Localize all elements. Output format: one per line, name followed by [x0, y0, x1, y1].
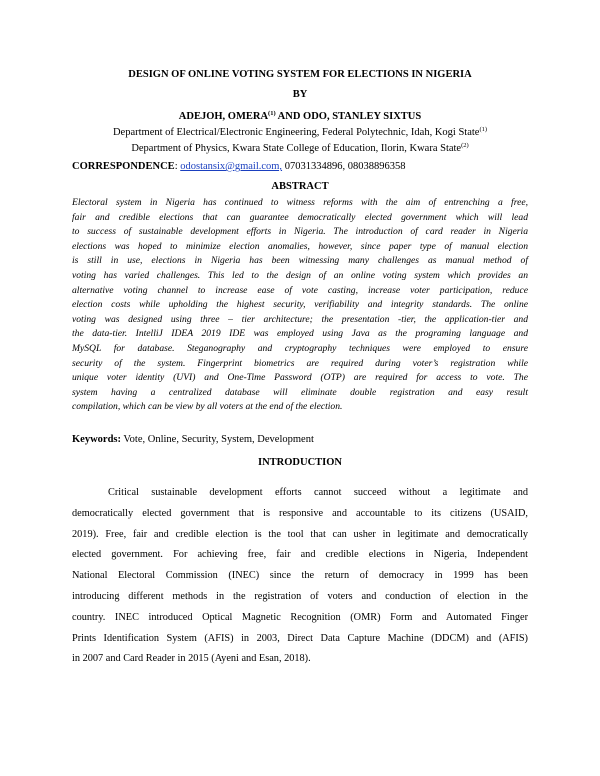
- introduction-heading: INTRODUCTION: [257, 457, 342, 468]
- affiliation-1-mark: (1): [479, 126, 488, 133]
- abstract-line: to success of sustainable development efforts in Nigeria. The introduction of card reader in Nigeria: [72, 226, 528, 238]
- abstract-line: voting has varied challenges. This led to the design of an online voting system which provides an: [72, 269, 528, 281]
- author-1-mark: (1): [268, 110, 276, 117]
- introduction-line: in 2007 and Card Reader in 2015 (Ayeni and Esan, 2018).: [72, 653, 311, 665]
- abstract-line: MySQL for database. Steganography and cryptography techniques were employed to ensure: [72, 342, 528, 354]
- abstract-line: unique voter identity (UVI) and One-Time Password (OTP) are required for access to vote. The: [72, 372, 528, 384]
- author-1: ADEJOH, OMERA: [178, 111, 269, 122]
- abstract-line: system having a centralized database will eliminate double registration and easy result: [72, 386, 528, 398]
- introduction-body: [72, 483, 528, 670]
- abstract-line: alternative voting channel to increase ease of vote casting, increase voter participation, reduce: [72, 284, 528, 296]
- correspondence-email-link[interactable]: odostansix@gmail.com,: [180, 161, 283, 172]
- introduction-line: democratically elected government that is responsive and accountable to its citizens (USAID,: [72, 507, 528, 519]
- abstract-line: the data-tier. IntelliJ IDEA 2019 IDE was employed using Java as the programing language and: [72, 328, 528, 340]
- abstract-line: voting was designed using three – tier architecture; the presentation -tier, the application-tier and: [72, 313, 528, 325]
- author-2: AND ODO, STANLEY SIXTUS: [275, 111, 422, 122]
- authors-line: [40, 110, 560, 122]
- correspondence-label: CORRESPONDENCE: [72, 161, 175, 172]
- abstract-line: security of the system. Fingerprint biometrics are required during voter’s registration while: [72, 357, 528, 369]
- introduction-line: 2019). Free, fair and credible election is the tool that can usher in legitimate and democratically: [72, 528, 528, 540]
- keywords-line: [72, 434, 314, 445]
- introduction-line: Critical sustainable development efforts cannot succeed without a legitimate and: [108, 487, 528, 498]
- abstract-line: Electoral system in Nigeria has continued to witness reforms with the aim of entrenching a free,: [72, 197, 528, 208]
- abstract-line: elections was hoped to minimize election anomalies, however, since paper type of manual election: [72, 240, 528, 252]
- abstract-line: fair and credible elections that can guarantee democratically elected government which will lead: [72, 211, 528, 223]
- introduction-line: introducing different methods in the registration of voters and conduction of election in the: [72, 590, 528, 602]
- introduction-line: National Electoral Commission (INEC) since the return of democracy in 1999 has been: [72, 570, 528, 582]
- by-line: BY: [292, 89, 308, 100]
- correspondence-phones: 07031334896, 08038896358: [282, 161, 406, 172]
- affiliation-2-text: Department of Physics, Kwara State College of Education, Ilorin, Kwara State: [131, 143, 462, 154]
- introduction-line: Prints Identification System (AFIS) in 2003, Direct Data Capture Machine (DDCM) and (AFIS): [72, 632, 528, 644]
- keywords-label: Keywords:: [72, 434, 121, 445]
- affiliation-1-text: Department of Electrical/Electronic Engineering, Federal Polytechnic, Idah, Kogi State: [112, 127, 480, 138]
- correspondence-line: [72, 161, 405, 172]
- affiliation-1: [40, 126, 560, 138]
- paper-title: DESIGN OF ONLINE VOTING SYSTEM FOR ELECTIONS IN NIGERIA: [128, 69, 472, 80]
- abstract-line: compilation, which can be view by all voters at the end of the election.: [72, 401, 343, 413]
- abstract-heading: ABSTRACT: [271, 181, 329, 192]
- affiliation-2-mark: (2): [461, 142, 469, 149]
- affiliation-2: [40, 142, 560, 154]
- abstract-line: election costs while upholding the highest security, verifiability and integrity standards. The online: [72, 299, 528, 311]
- correspondence-colon: :: [174, 161, 181, 172]
- abstract-line: is still in use, elections in Nigeria has been witnessing many challenges as manual method of: [72, 255, 528, 267]
- introduction-line: elected government. For achieving free, fair and credible elections in Nigeria, Independent: [72, 549, 528, 561]
- keywords-text: Vote, Online, Security, System, Development: [121, 434, 314, 445]
- introduction-line: country. INEC introduced Optical Magnetic Recognition (OMR) Form and Automated Finger: [72, 611, 528, 623]
- abstract-body: [72, 196, 528, 415]
